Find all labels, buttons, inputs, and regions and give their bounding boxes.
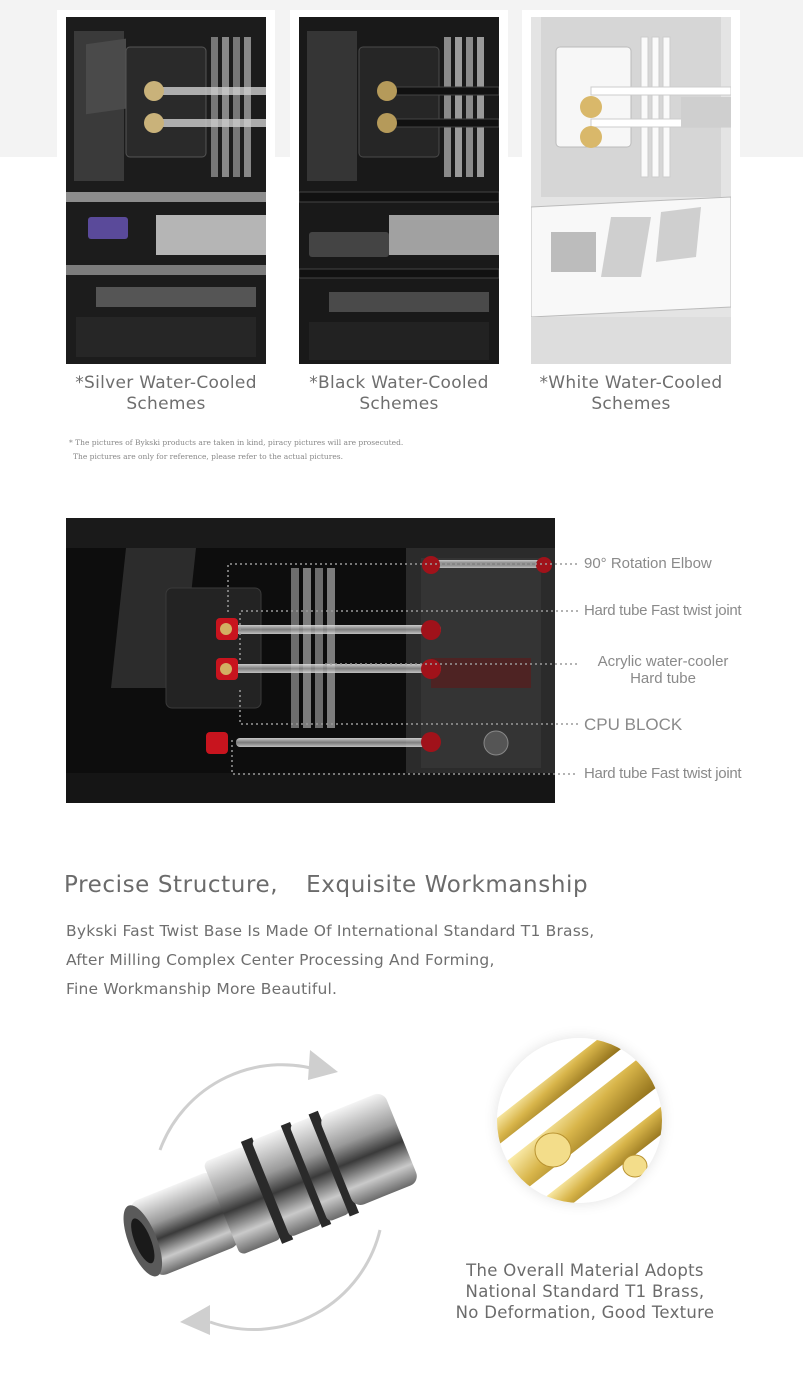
callout-fast-twist-joint-bottom: Hard tube Fast twist joint	[584, 765, 742, 782]
callout-rotation-elbow: 90° Rotation Elbow	[584, 555, 712, 572]
callout-fast-twist-joint-top: Hard tube Fast twist joint	[584, 602, 742, 619]
white-scheme-caption: *White Water-Cooled Schemes	[539, 373, 723, 414]
description-line: Bykski Fast Twist Base Is Made Of International Standard T1 Brass,	[66, 922, 595, 940]
description-line: Fine Workmanship More Beautiful.	[66, 980, 338, 998]
disclaimer-note	[69, 436, 403, 464]
description-line: After Milling Complex Center Processing And Forming,	[66, 951, 495, 969]
water-cooling-diagram-photo	[66, 518, 555, 803]
silver-scheme-photo	[66, 17, 266, 364]
disclaimer-line-2: The pictures are only for reference, please refer to the actual pictures.	[73, 452, 343, 461]
callout-acrylic-hard-tube: Acrylic water-cooler Hard tube	[597, 653, 729, 687]
black-scheme-photo	[299, 17, 499, 364]
silver-scheme-card	[57, 10, 275, 420]
white-scheme-photo	[531, 17, 731, 364]
brass-material-closeup-image	[497, 1038, 662, 1203]
white-scheme-card	[522, 10, 740, 420]
black-scheme-card	[290, 10, 508, 420]
material-description: The Overall Material Adopts National Standard T1 Brass, No Deformation, Good Texture	[455, 1261, 715, 1322]
section-heading: Precise Structure, Exquisite Workmanship	[64, 872, 589, 898]
fast-twist-base-product-image	[100, 1030, 460, 1350]
silver-scheme-caption: *Silver Water-Cooled Schemes	[75, 373, 257, 414]
callout-cpu-block: CPU BLOCK	[584, 715, 683, 734]
disclaimer-line-1: * The pictures of Bykski products are taken in kind, piracy pictures will are prosecuted.	[69, 438, 404, 447]
black-scheme-caption: *Black Water-Cooled Schemes	[309, 373, 489, 414]
section-description	[66, 917, 594, 1004]
